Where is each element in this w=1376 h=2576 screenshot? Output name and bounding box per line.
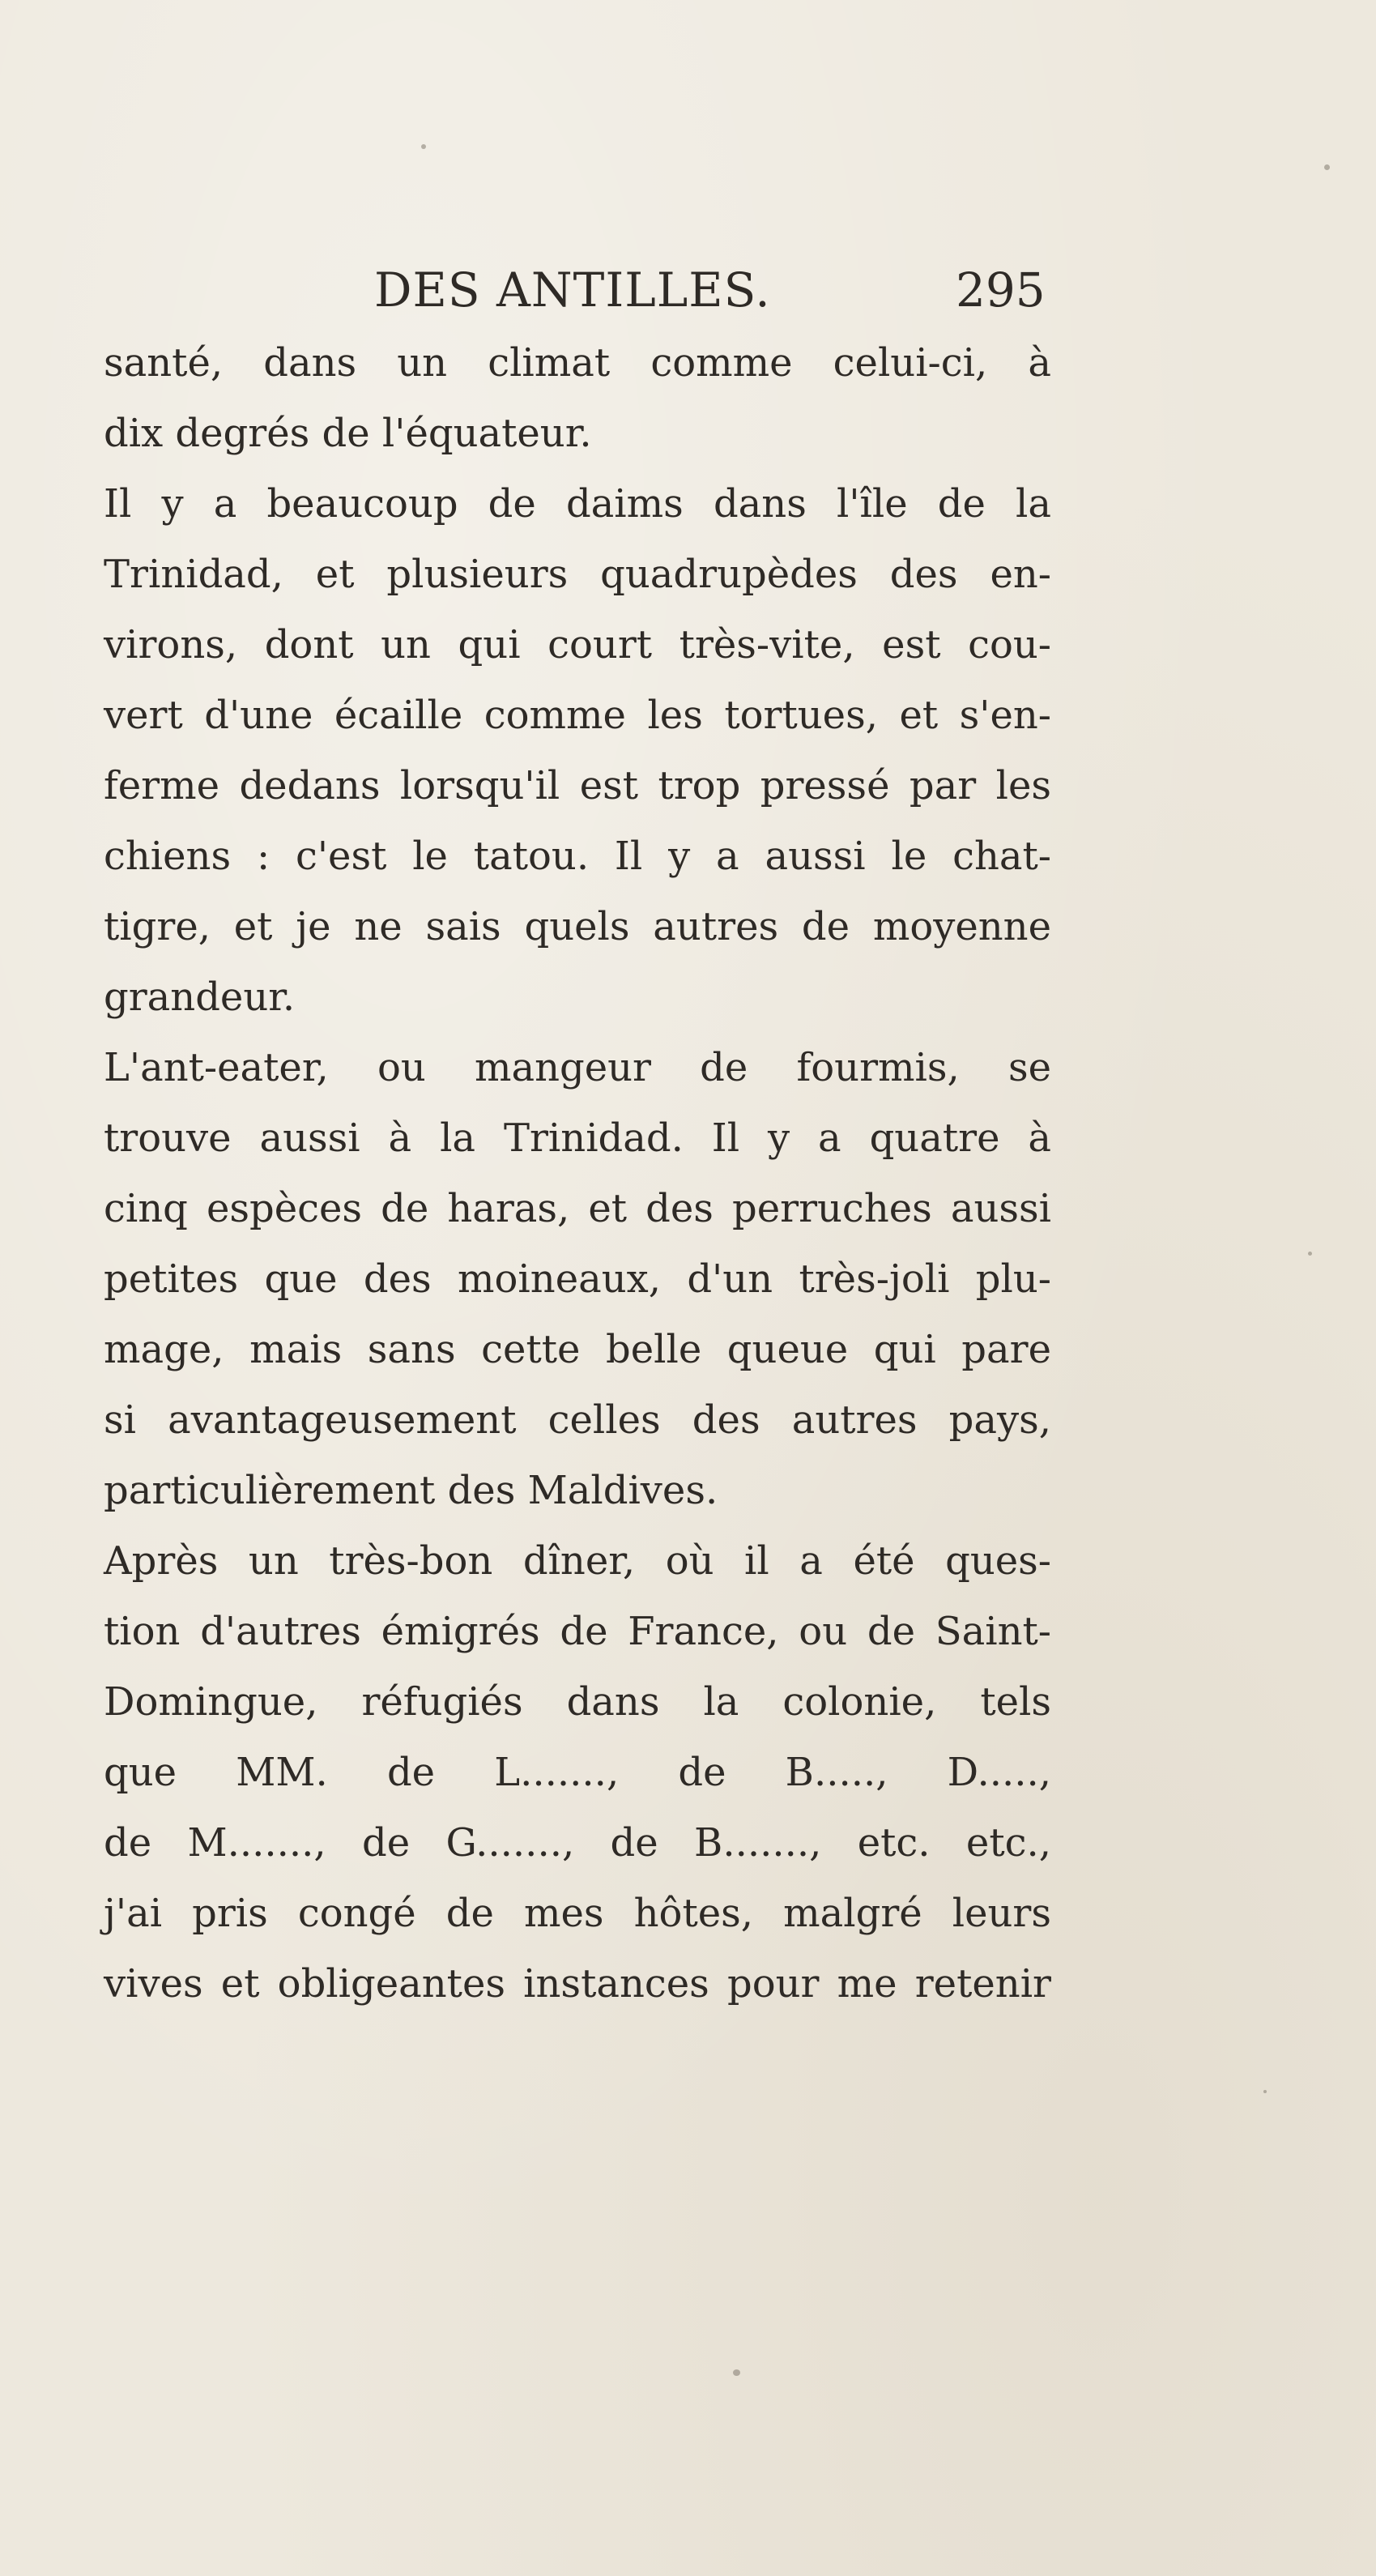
paper-speck — [733, 2369, 740, 2376]
paper-speck — [1263, 2090, 1267, 2093]
page-number: 295 — [956, 262, 1046, 318]
text-line: particulièrement des Maldives. — [104, 1468, 718, 1513]
text-line: Il y a beaucoup de daims dans l'île de la — [104, 481, 1051, 527]
text-line: Domingue, réfugiés dans la colonie, tels — [104, 1679, 1051, 1725]
text-line: chiens : c'est le tatou. Il y a aussi le chat- — [104, 834, 1051, 879]
text-line: tion d'autres émigrés de France, ou de Saint- — [104, 1609, 1051, 1654]
text-line: virons, dont un qui court très-vite, est cou- — [104, 622, 1051, 667]
text-line: cinq espèces de haras, et des perruches aussi — [104, 1186, 1051, 1231]
text-line: j'ai pris congé de mes hôtes, malgré leurs — [104, 1891, 1051, 1936]
text-line: Trinidad, et plusieurs quadrupèdes des en- — [104, 552, 1051, 597]
text-line: petites que des moineaux, d'un très-joli plu- — [104, 1256, 1051, 1302]
text-line: si avantageusement celles des autres pays, — [104, 1397, 1051, 1443]
text-line: de M......., de G......., de B......., etc. etc., — [104, 1820, 1051, 1866]
text-line: vert d'une écaille comme les tortues, et s'en- — [104, 693, 1051, 738]
text-line: Après un très-bon dîner, où il a été ques- — [104, 1538, 1051, 1584]
text-line: santé, dans un climat comme celui-ci, à — [104, 340, 1051, 386]
paper-speck — [1324, 164, 1330, 170]
body-text — [104, 328, 1051, 2019]
text-line: tigre, et je ne sais quels autres de moyenne — [104, 904, 1051, 949]
paper-speck — [421, 144, 426, 149]
text-line: ferme dedans lorsqu'il est trop pressé par les — [104, 763, 1051, 808]
text-line: L'ant-eater, ou mangeur de fourmis, se — [104, 1045, 1051, 1090]
text-line: vives et obligeantes instances pour me retenir — [104, 1961, 1051, 2007]
running-title: DES ANTILLES. — [374, 262, 771, 318]
text-line: mage, mais sans cette belle queue qui pare — [104, 1327, 1051, 1372]
paper-speck — [1308, 1252, 1312, 1256]
text-line: trouve aussi à la Trinidad. Il y a quatre à — [104, 1115, 1051, 1161]
text-line: grandeur. — [104, 975, 296, 1020]
text-line: dix degrés de l'équateur. — [104, 411, 592, 456]
text-line: que MM. de L......., de B....., D....., — [104, 1750, 1051, 1795]
